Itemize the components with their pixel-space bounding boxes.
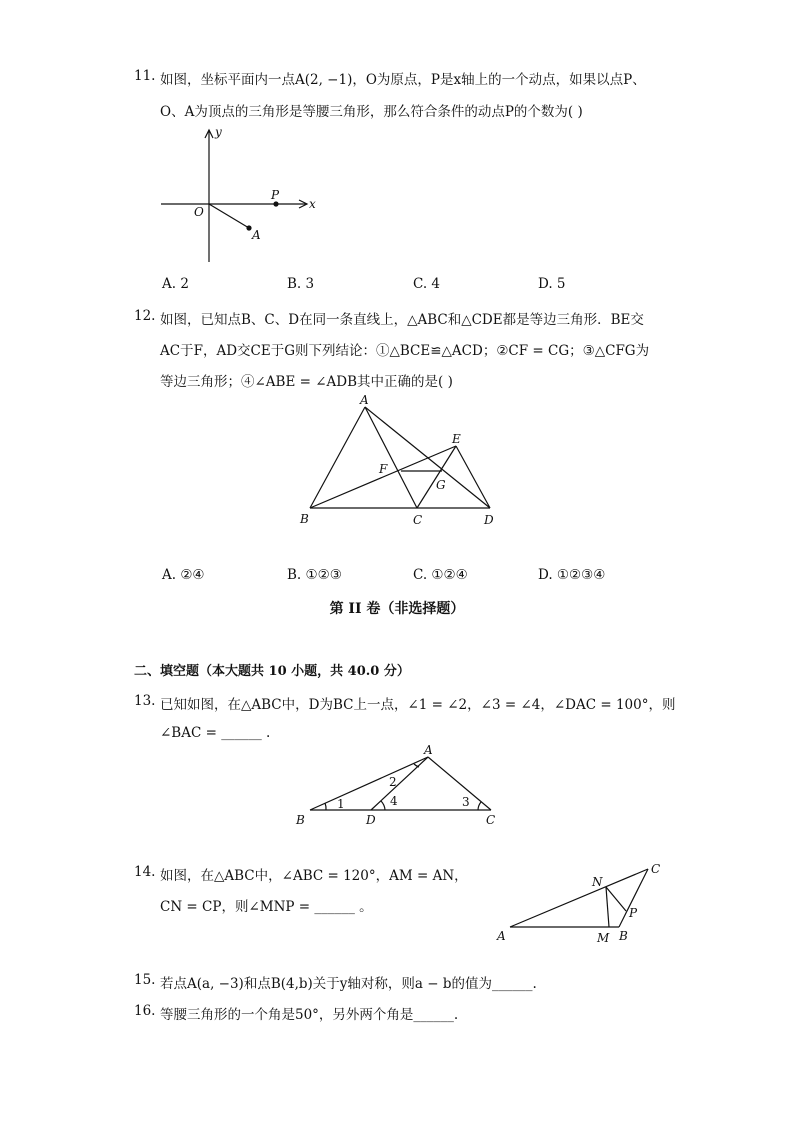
q11-text-line1: 如图，坐标平面内一点A(2, −1)，O为原点，P是x轴上的一个动点，如果以点P、 — [160, 72, 646, 88]
q12-line-be — [310, 446, 456, 508]
q13-label-d: D — [366, 813, 376, 827]
q11-label-x: x — [309, 197, 316, 211]
q12-line-ac — [365, 407, 417, 508]
q11-point-p — [273, 201, 278, 206]
q13-label-c: C — [486, 813, 496, 827]
q12-label-f: F — [379, 462, 388, 476]
q14-label-a: A — [497, 929, 506, 943]
q14-triangle-figure — [495, 855, 670, 950]
q13-triangle-figure — [290, 740, 510, 830]
q14-line-np — [606, 887, 626, 911]
q12-label-b: B — [300, 512, 309, 526]
q12-label-d: D — [484, 513, 494, 527]
q12-option-a: A. ②④ — [162, 567, 205, 583]
q13-text-line1: 已知如图，在△ABC中，D为BC上一点，∠1 = ∠2，∠3 = ∠4，∠DAC = 100°，则 — [160, 697, 676, 713]
q16-number: 16. — [134, 1003, 156, 1019]
q12-label-g: G — [436, 478, 446, 492]
part2-title: 第 II 卷（非选择题） — [329, 601, 465, 617]
q14-line-nm — [606, 887, 609, 927]
q13-label-a: A — [424, 743, 433, 757]
q11-segment-oa — [209, 204, 249, 228]
q12-option-d: D. ①②③④ — [538, 567, 606, 583]
q12-triangle-figure — [290, 390, 510, 532]
q11-point-a — [246, 225, 251, 230]
q14-label-b: B — [619, 929, 628, 943]
q14-text-line1: 如图，在△ABC中，∠ABC = 120°，AM = AN， — [160, 868, 468, 884]
section2-heading: 二、填空题（本大题共 10 小题，共 40.0 分） — [134, 664, 410, 679]
q13-angle-arc-3 — [478, 802, 481, 810]
q11-option-c: C. 4 — [413, 276, 441, 292]
q13-line-ab — [310, 757, 428, 810]
q14-label-n: N — [592, 875, 603, 889]
q14-label-p: P — [629, 906, 638, 920]
q11-coordinate-figure — [155, 124, 330, 266]
q14-text-line2: CN = CP，则∠MNP = ______ 。 — [160, 899, 373, 915]
q12-option-c: C. ①②④ — [413, 567, 468, 583]
q14-line-ac — [510, 869, 648, 927]
q12-line-ce — [417, 446, 456, 508]
q12-line-ed — [456, 446, 490, 508]
q13-line-ac — [428, 757, 491, 810]
q16-text: 等腰三角形的一个角是50°，另外两个角是______. — [160, 1007, 459, 1023]
q13-label-b: B — [296, 813, 305, 827]
q11-text-line2: O、A为顶点的三角形是等腰三角形，那么符合条件的动点P的个数为( ) — [160, 104, 583, 120]
q13-label-2: 2 — [389, 775, 397, 789]
q15-number: 15. — [134, 972, 156, 988]
q11-number: 11. — [134, 68, 156, 84]
q12-label-c: C — [413, 513, 423, 527]
q13-text-line2: ∠BAC = ______ . — [160, 725, 271, 741]
q14-number: 14. — [134, 864, 156, 880]
q12-label-e: E — [452, 432, 461, 446]
q12-line-ab — [310, 407, 365, 508]
q13-label-1: 1 — [337, 797, 345, 811]
q11-label-o: O — [194, 205, 204, 219]
q11-option-d: D. 5 — [538, 276, 566, 292]
q11-option-b: B. 3 — [287, 276, 315, 292]
q14-label-c: C — [651, 862, 661, 876]
q12-number: 12. — [134, 308, 156, 324]
q12-text-line1: 如图，已知点B、C、D在同一条直线上，△ABC和△CDE都是等边三角形．BE交 — [160, 312, 644, 328]
q14-label-m: M — [597, 931, 610, 945]
q11-option-a: A. 2 — [162, 276, 189, 292]
q12-option-b: B. ①②③ — [287, 567, 342, 583]
q13-number: 13. — [134, 693, 156, 709]
q15-text: 若点A(a, −3)和点B(4,b)关于y轴对称，则a − b的值为______. — [160, 976, 537, 992]
q11-label-y: y — [215, 125, 222, 139]
q13-label-4: 4 — [390, 794, 398, 808]
q13-angle-arc-4 — [381, 801, 385, 810]
q13-line-ad — [371, 757, 428, 810]
q13-label-3: 3 — [462, 795, 470, 809]
q11-label-a: A — [252, 228, 261, 242]
q12-text-line2: AC于F，AD交CE于G则下列结论：①△BCE≌△ACD；②CF = CG；③△CFG为 — [160, 343, 650, 359]
q13-angle-arc-1 — [325, 803, 326, 810]
q12-text-line3: 等边三角形；④∠ABE = ∠ADB其中正确的是( ) — [160, 374, 453, 390]
q11-label-p: P — [271, 188, 280, 202]
q12-label-a: A — [360, 393, 369, 407]
